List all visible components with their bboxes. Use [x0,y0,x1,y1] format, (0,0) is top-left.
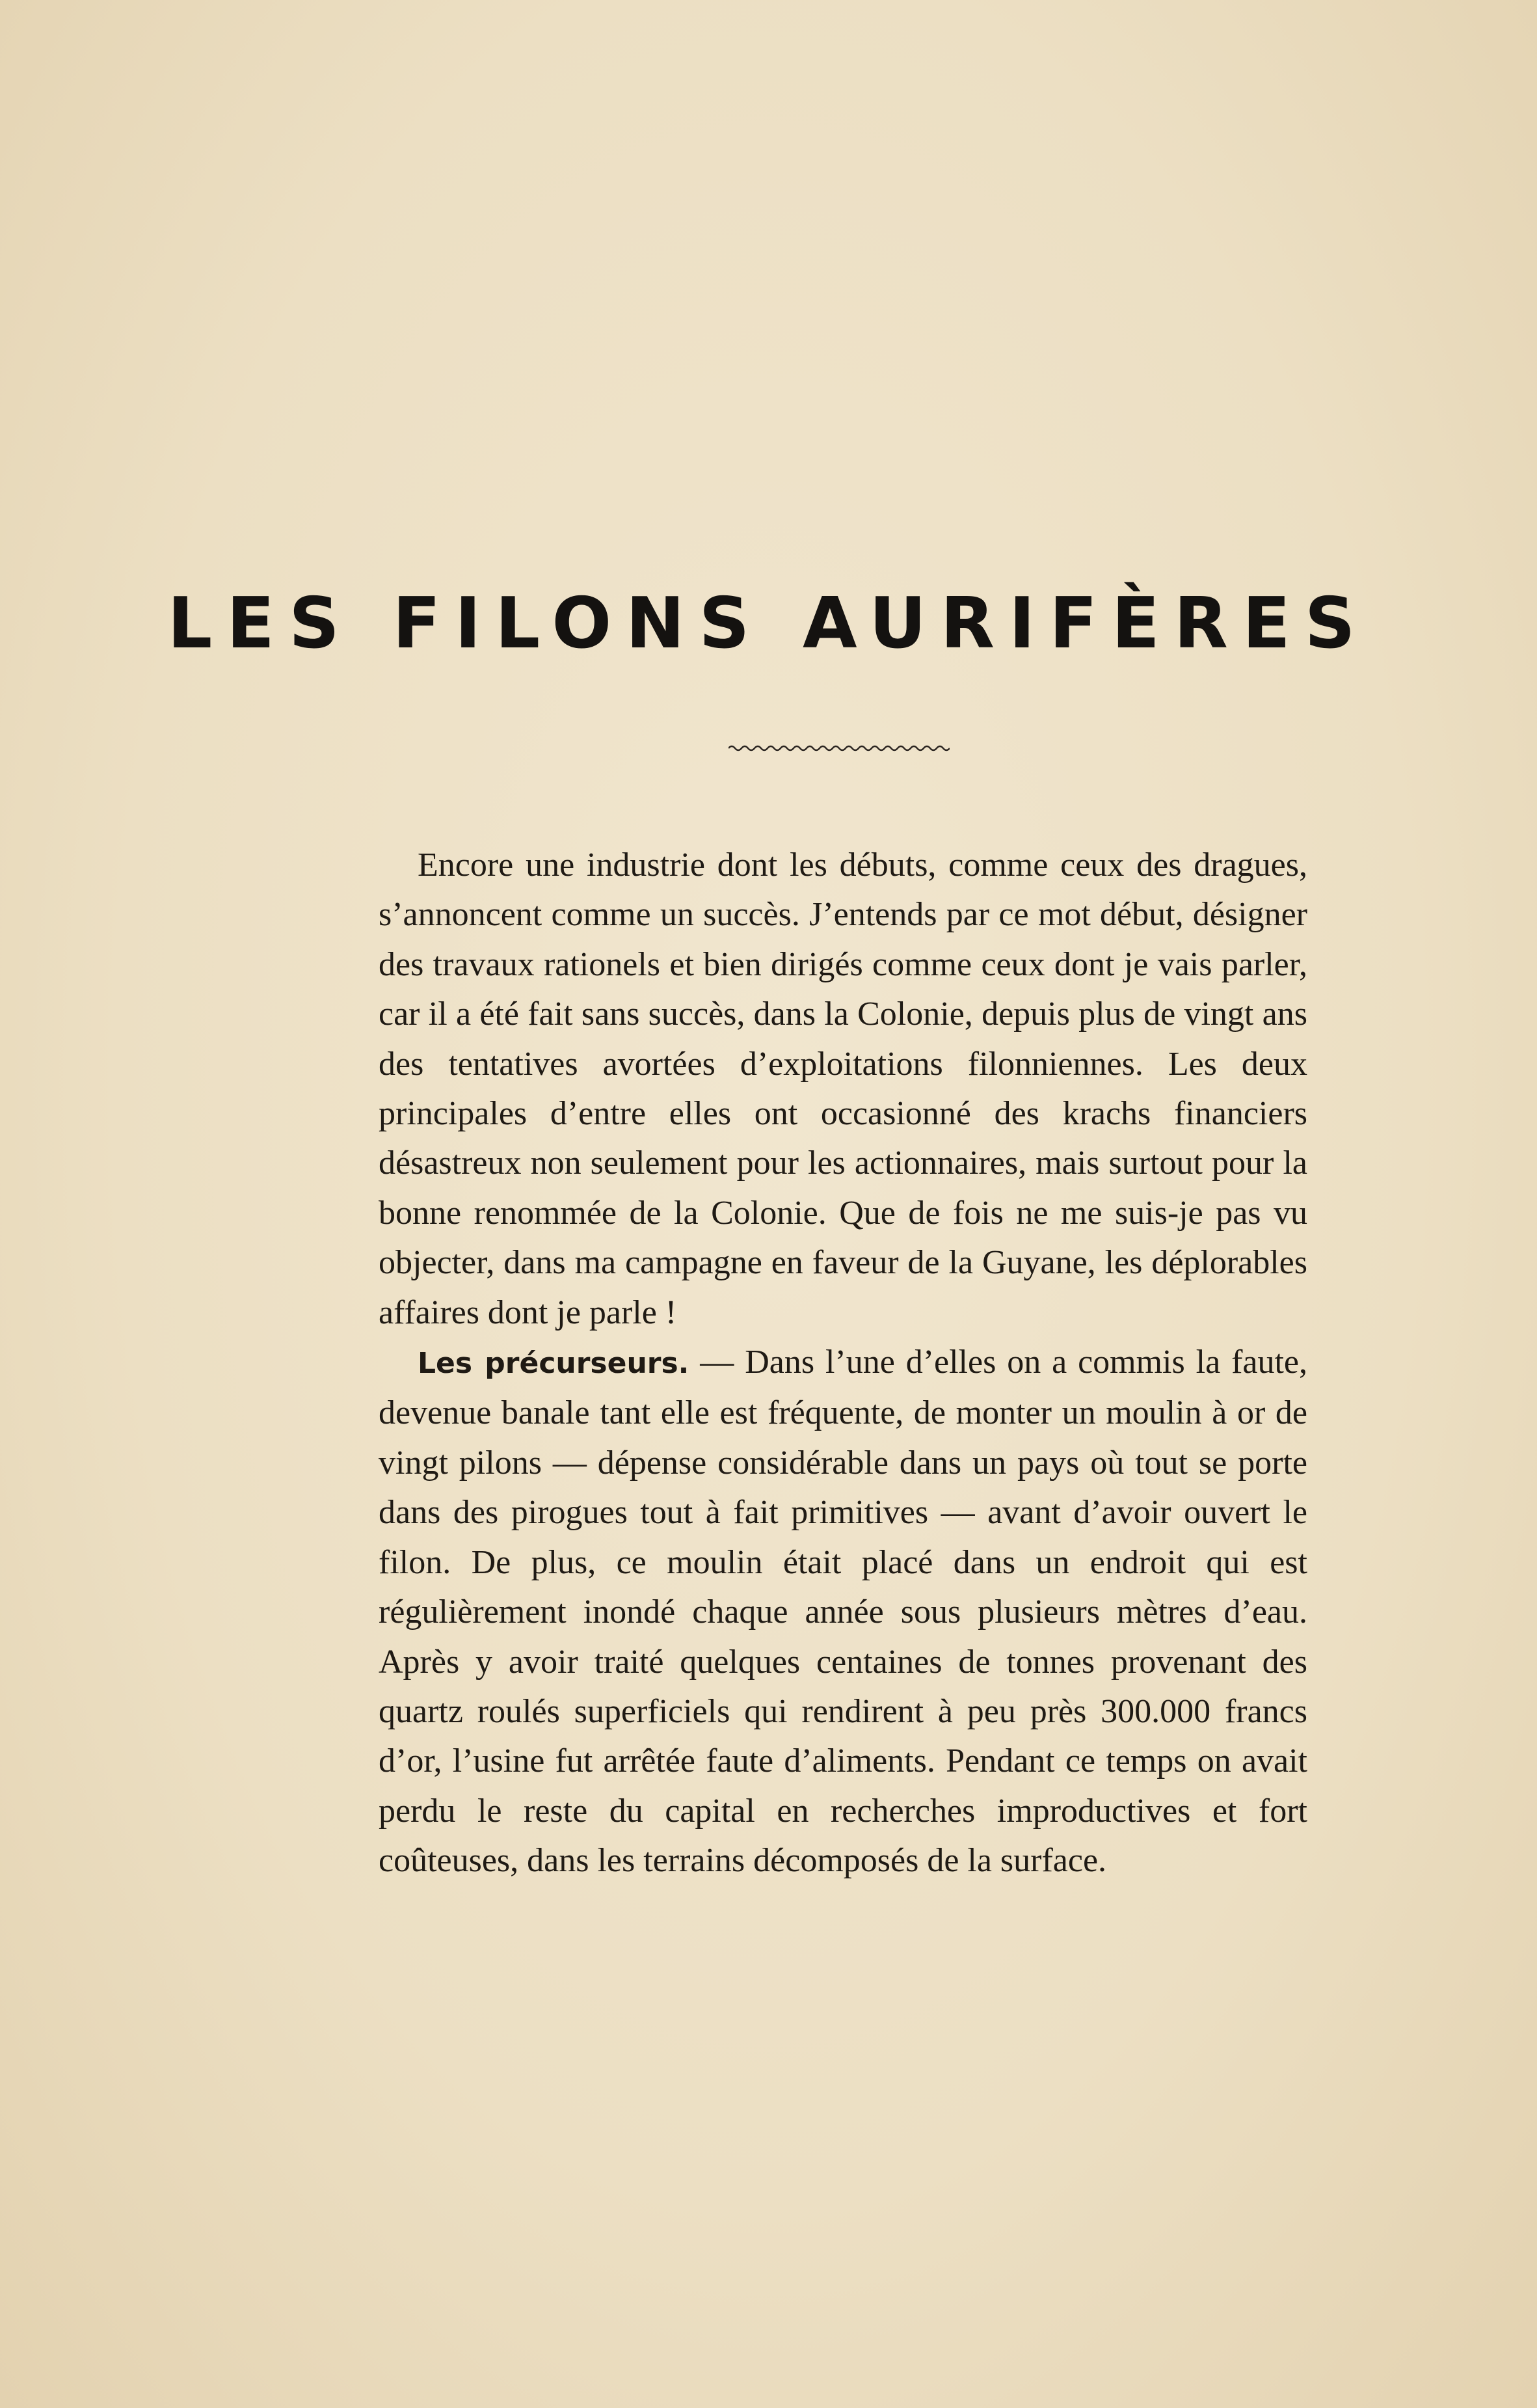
paragraph-intro-text: Encore une industrie dont les débuts, comme ceux des dragues, s’annoncent comme un succès. J’entends par ce mot début, désigner des travaux rationels et bien dirigés comme ceux dont je vais parler, car il a été fait sans succès, dans la Colonie, depuis plus de vingt ans des tentatives avortées d’exploitations filonniennes. Les deux principales d’entre elles ont occasionné des krachs financiers désastreux non seulement pour les actionnaires, mais surtout pour la bonne renommée de la Colonie. Que de fois ne me suis-je pas vu objecter, dans ma campagne en faveur de la Guyane, les déplorables affaires dont je parle ! [379,846,1307,1331]
body-text [379,841,1307,1886]
paragraph-precursors-text: — Dans l’une d’elles on a commis la faute, devenue banale tant elle est fréquente, de monter un moulin à or de vingt pilons — dépense considérable dans un pays où tout se porte dans des pirogues tout à fait primitives — avant d’avoir ouvert le filon. De plus, ce moulin était placé dans un endroit qui est régulièrement inondé chaque année sous plusieurs mètres d’eau. Après y avoir traité quelques centaines de tonnes provenant des quartz roulés superficiels qui rendirent à peu près 300.000 francs d’or, l’usine fut arrêtée faute d’aliments. Pendant ce temps on avait perdu le reste du capital en recherches improductives et fort coûteuses, dans les terrains décomposés de la surface. [379,1344,1307,1880]
paragraph-precursors [379,1338,1307,1886]
wavy-rule-ornament [728,742,950,755]
section-run-in-heading: Les précurseurs. [418,1347,689,1381]
paragraph-intro [379,841,1307,1338]
chapter-title: LES FILONS AURIFÈRES [167,583,1370,664]
